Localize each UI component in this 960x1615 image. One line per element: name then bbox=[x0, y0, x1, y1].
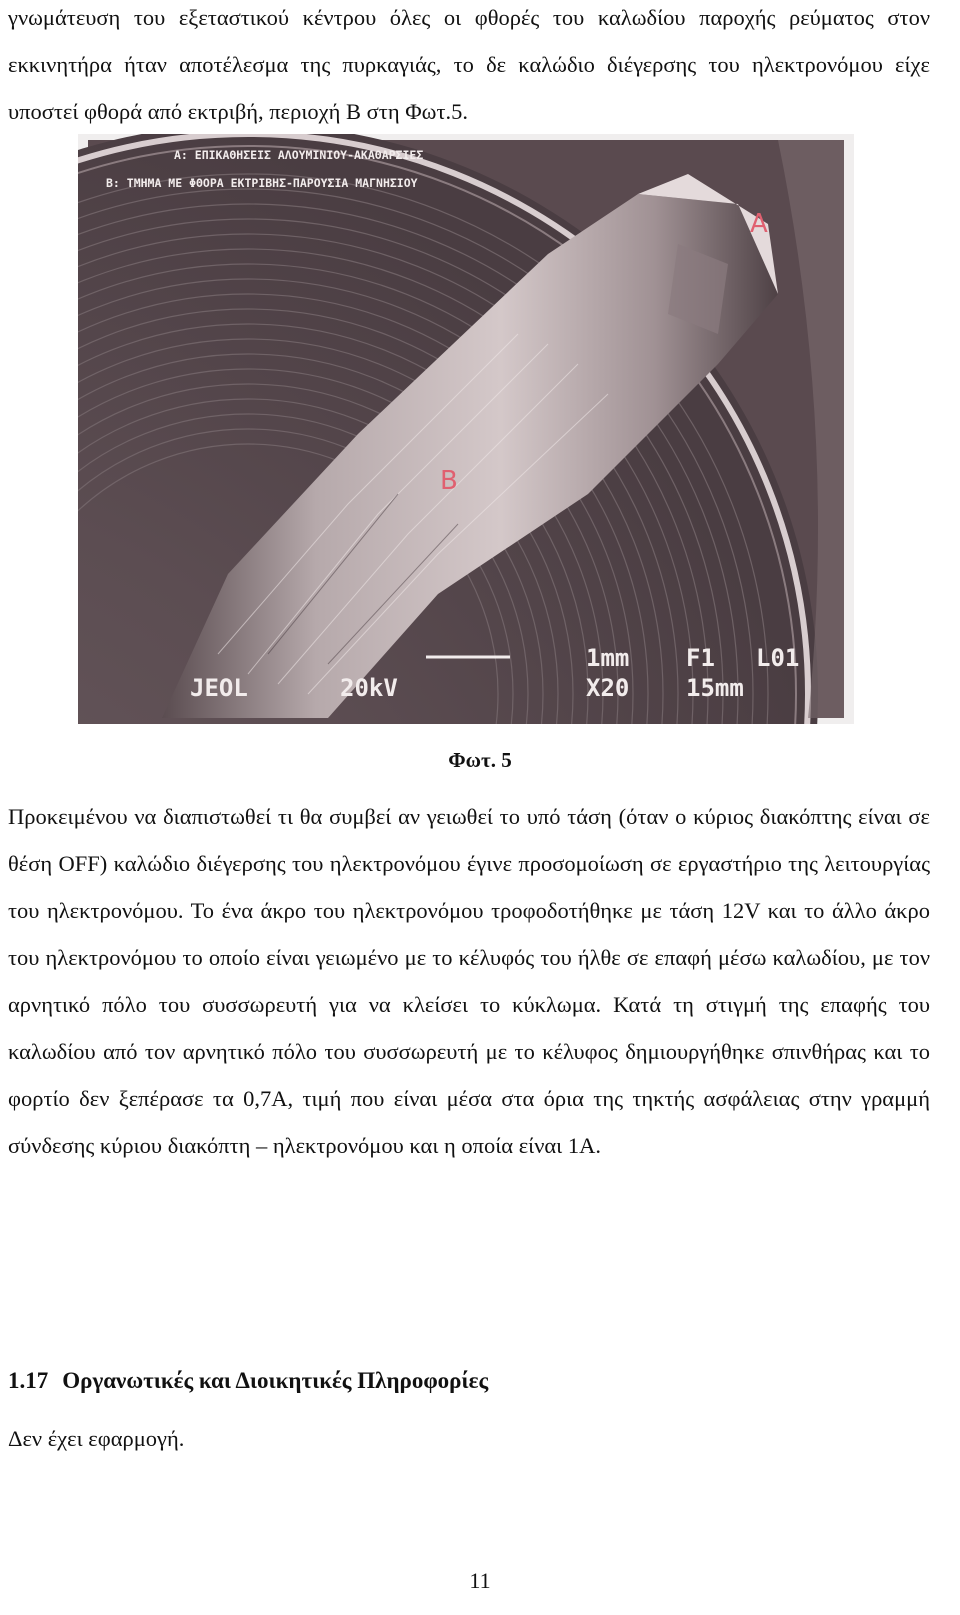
working-distance-label: 15mm bbox=[686, 674, 744, 702]
marker-b: B bbox=[440, 466, 458, 496]
info-l01: L01 bbox=[756, 644, 800, 672]
marker-a: A bbox=[750, 209, 768, 239]
info-f1: F1 bbox=[686, 644, 715, 672]
figure-caption: Φωτ. 5 bbox=[448, 748, 512, 772]
legend-line-b: Β: ΤΜΗΜΑ ΜΕ ΦΘΟΡΑ ΕΚΤΡΙΒΗΣ-ΠΑΡΟΥΣΙΑ ΜΑΓΝΗΣΙΟΥ bbox=[106, 176, 418, 190]
section-body: Δεν έχει εφαρμογή. bbox=[8, 1426, 185, 1451]
brand-label: JEOL bbox=[190, 674, 248, 702]
intro-paragraph: γνωμάτευση του εξεταστικού κέντρου όλες οι φθορές του καλωδίου παροχής ρεύματος στον εκκινητήρα ήταν αποτέλεσμα της πυρκαγιάς, το δε καλώδιο διέγερσης του ηλεκτρονόμου είχε υποστεί φθορά από εκτριβή, περιοχή B στη Φωτ.5. bbox=[8, 5, 930, 124]
section-title: Οργανωτικές και Διοικητικές Πληροφορίες bbox=[62, 1368, 489, 1393]
scale-label: 1mm bbox=[586, 644, 630, 672]
magnification-label: X20 bbox=[586, 674, 630, 702]
section-number: 1.17 bbox=[8, 1368, 49, 1393]
section-heading bbox=[8, 1368, 488, 1394]
main-paragraph: Προκειμένου να διαπιστωθεί τι θα συμβεί αν γειωθεί το υπό τάση (όταν ο κύριος διακόπτης είναι σε θέση OFF) καλώδιο διέγερσης του ηλεκτρονόμου έγινε προσομοίωση σε εργαστήριο της λειτουργίας του ηλεκτρονόμου. Το ένα άκρο του ηλεκτρονόμου τροφοδοτήθηκε με τάση 12V και το άλλο άκρο του ηλεκτρονόμου το οποίο είναι γειωμένο με το κέλυφός του ήλθε σε επαφή μέσω καλωδίου, με τον αρνητικό πόλο του συσσωρευτή για να κλείσει το κύκλωμα. Κατά τη στιγμή της επαφής του καλωδίου από τον αρνητικό πόλο του συσσωρευτή με το κέλυφος δημιουργήθηκε σπινθήρας και το φορτίο δεν ξεπέρασε τα 0,7A, τιμή που είναι μέσα στα όρια της τηκτής ασφάλειας στην γραμμή σύνδεσης κύριου διακόπτη – ηλεκτρονόμου και η οποία είναι 1A. bbox=[8, 804, 930, 1158]
legend-line-a: Α: ΕΠΙΚΑΘΗΣΕΙΣ ΑΛΟΥΜΙΝΙΟΥ-ΑΚΑΘΑΡΣΙΕΣ bbox=[174, 148, 424, 162]
voltage-label: 20kV bbox=[340, 674, 398, 702]
page-number: 11 bbox=[469, 1568, 491, 1593]
sem-photograph bbox=[78, 134, 854, 724]
